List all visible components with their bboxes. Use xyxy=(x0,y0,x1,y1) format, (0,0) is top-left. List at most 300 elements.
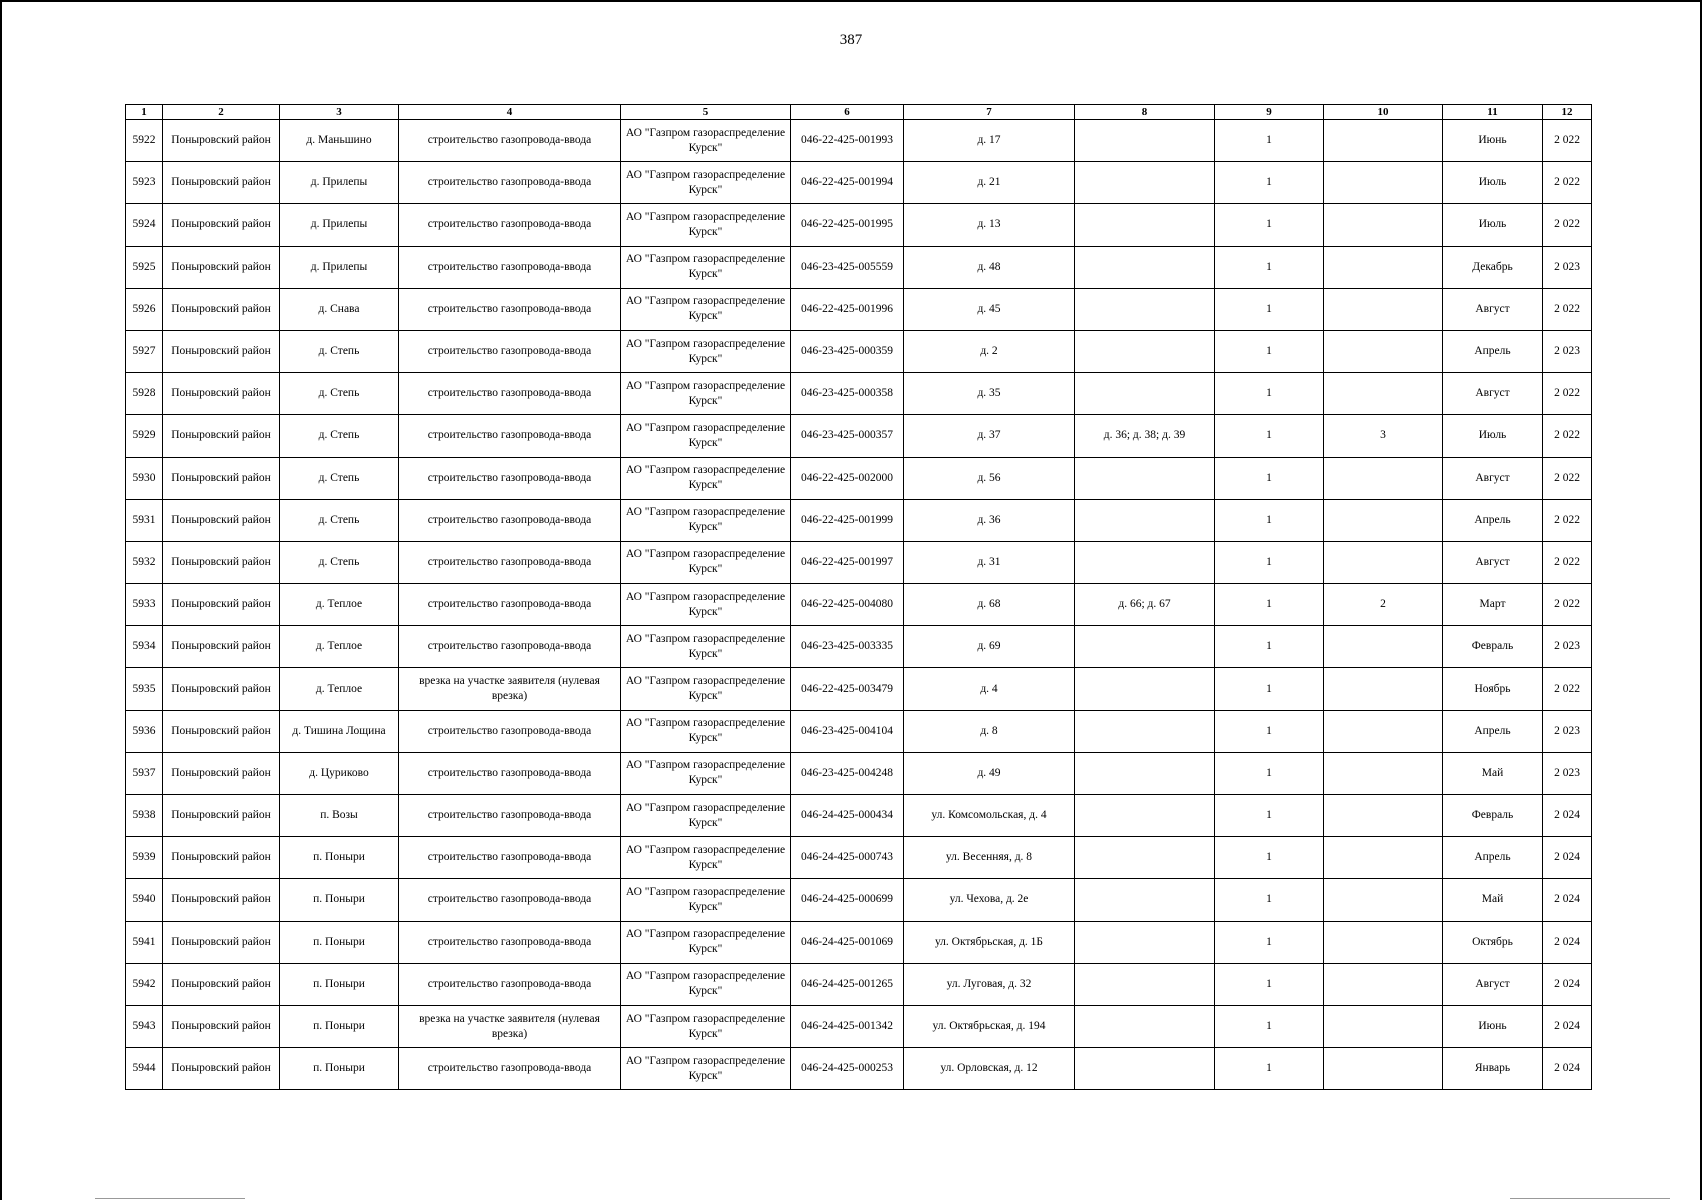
organization-cell: АО "Газпром газораспределение Курск" xyxy=(621,795,791,837)
district-cell: Поныровский район xyxy=(163,710,280,752)
row-number: 5929 xyxy=(126,415,163,457)
year-cell: 2 022 xyxy=(1543,120,1592,162)
row-number: 5936 xyxy=(126,710,163,752)
settlement-cell: п. Поныри xyxy=(280,1048,399,1090)
data-table xyxy=(125,104,1592,1090)
organization-cell: АО "Газпром газораспределение Курск" xyxy=(621,1005,791,1047)
month-cell: Август xyxy=(1443,288,1543,330)
table-row xyxy=(126,120,1592,162)
count-cell: 1 xyxy=(1215,795,1324,837)
table-row xyxy=(126,204,1592,246)
work-type-cell: строительство газопровода-ввода xyxy=(399,626,621,668)
table-row xyxy=(126,457,1592,499)
row-number: 5931 xyxy=(126,499,163,541)
table-row xyxy=(126,879,1592,921)
month-cell: Апрель xyxy=(1443,837,1543,879)
month-cell: Июнь xyxy=(1443,1005,1543,1047)
district-cell: Поныровский район xyxy=(163,541,280,583)
organization-cell: АО "Газпром газораспределение Курск" xyxy=(621,963,791,1005)
additional-addresses-cell xyxy=(1075,499,1215,541)
organization-cell: АО "Газпром газораспределение Курск" xyxy=(621,204,791,246)
organization-cell: АО "Газпром газораспределение Курск" xyxy=(621,499,791,541)
work-type-cell: строительство газопровода-ввода xyxy=(399,795,621,837)
address-cell: д. 4 xyxy=(904,668,1075,710)
additional-addresses-cell xyxy=(1075,120,1215,162)
organization-cell: АО "Газпром газораспределение Курск" xyxy=(621,584,791,626)
address-cell: д. 36 xyxy=(904,499,1075,541)
column-header-8: 8 xyxy=(1075,105,1215,120)
work-type-cell: строительство газопровода-ввода xyxy=(399,837,621,879)
year-cell: 2 022 xyxy=(1543,499,1592,541)
district-cell: Поныровский район xyxy=(163,963,280,1005)
year-cell: 2 022 xyxy=(1543,204,1592,246)
code-cell: 046-23-425-004248 xyxy=(791,752,904,794)
count2-cell xyxy=(1324,626,1443,668)
count-cell: 1 xyxy=(1215,541,1324,583)
count2-cell xyxy=(1324,795,1443,837)
row-number: 5922 xyxy=(126,120,163,162)
count-cell: 1 xyxy=(1215,1005,1324,1047)
work-type-cell: строительство газопровода-ввода xyxy=(399,499,621,541)
table-row xyxy=(126,626,1592,668)
count-cell: 1 xyxy=(1215,330,1324,372)
additional-addresses-cell xyxy=(1075,626,1215,668)
work-type-cell: строительство газопровода-ввода xyxy=(399,541,621,583)
organization-cell: АО "Газпром газораспределение Курск" xyxy=(621,1048,791,1090)
work-type-cell: строительство газопровода-ввода xyxy=(399,120,621,162)
month-cell: Февраль xyxy=(1443,795,1543,837)
settlement-cell: п. Поныри xyxy=(280,1005,399,1047)
count-cell: 1 xyxy=(1215,752,1324,794)
year-cell: 2 022 xyxy=(1543,162,1592,204)
count2-cell xyxy=(1324,1005,1443,1047)
year-cell: 2 024 xyxy=(1543,963,1592,1005)
work-type-cell: строительство газопровода-ввода xyxy=(399,710,621,752)
row-number: 5923 xyxy=(126,162,163,204)
count-cell: 1 xyxy=(1215,584,1324,626)
table-row xyxy=(126,837,1592,879)
row-number: 5944 xyxy=(126,1048,163,1090)
code-cell: 046-23-425-005559 xyxy=(791,246,904,288)
organization-cell: АО "Газпром газораспределение Курск" xyxy=(621,373,791,415)
work-type-cell: строительство газопровода-ввода xyxy=(399,373,621,415)
count-cell: 1 xyxy=(1215,204,1324,246)
work-type-cell: строительство газопровода-ввода xyxy=(399,921,621,963)
code-cell: 046-22-425-003479 xyxy=(791,668,904,710)
additional-addresses-cell: д. 36; д. 38; д. 39 xyxy=(1075,415,1215,457)
count2-cell xyxy=(1324,541,1443,583)
count2-cell xyxy=(1324,246,1443,288)
code-cell: 046-22-425-001994 xyxy=(791,162,904,204)
address-cell: д. 68 xyxy=(904,584,1075,626)
settlement-cell: д. Цуриково xyxy=(280,752,399,794)
address-cell: д. 35 xyxy=(904,373,1075,415)
address-cell: д. 69 xyxy=(904,626,1075,668)
row-number: 5934 xyxy=(126,626,163,668)
table-row xyxy=(126,1005,1592,1047)
month-cell: Май xyxy=(1443,879,1543,921)
additional-addresses-cell xyxy=(1075,373,1215,415)
year-cell: 2 024 xyxy=(1543,795,1592,837)
code-cell: 046-23-425-000359 xyxy=(791,330,904,372)
header-row xyxy=(126,105,1592,120)
work-type-cell: строительство газопровода-ввода xyxy=(399,584,621,626)
address-cell: ул. Октябрьская, д. 194 xyxy=(904,1005,1075,1047)
column-header-10: 10 xyxy=(1324,105,1443,120)
table-row xyxy=(126,752,1592,794)
row-number: 5927 xyxy=(126,330,163,372)
address-cell: ул. Луговая, д. 32 xyxy=(904,963,1075,1005)
work-type-cell: строительство газопровода-ввода xyxy=(399,330,621,372)
settlement-cell: д. Тишина Лощина xyxy=(280,710,399,752)
row-number: 5942 xyxy=(126,963,163,1005)
count-cell: 1 xyxy=(1215,162,1324,204)
settlement-cell: д. Степь xyxy=(280,499,399,541)
district-cell: Поныровский район xyxy=(163,120,280,162)
row-number: 5935 xyxy=(126,668,163,710)
district-cell: Поныровский район xyxy=(163,1005,280,1047)
row-number: 5924 xyxy=(126,204,163,246)
code-cell: 046-24-425-000253 xyxy=(791,1048,904,1090)
code-cell: 046-23-425-003335 xyxy=(791,626,904,668)
address-cell: ул. Чехова, д. 2е xyxy=(904,879,1075,921)
count2-cell xyxy=(1324,668,1443,710)
work-type-cell: врезка на участке заявителя (нулевая врезка) xyxy=(399,1005,621,1047)
month-cell: Октябрь xyxy=(1443,921,1543,963)
settlement-cell: п. Возы xyxy=(280,795,399,837)
count-cell: 1 xyxy=(1215,120,1324,162)
table-row xyxy=(126,162,1592,204)
year-cell: 2 023 xyxy=(1543,246,1592,288)
address-cell: д. 21 xyxy=(904,162,1075,204)
row-number: 5941 xyxy=(126,921,163,963)
row-number: 5933 xyxy=(126,584,163,626)
count-cell: 1 xyxy=(1215,837,1324,879)
code-cell: 046-22-425-001997 xyxy=(791,541,904,583)
count2-cell xyxy=(1324,499,1443,541)
settlement-cell: д. Теплое xyxy=(280,626,399,668)
count2-cell xyxy=(1324,330,1443,372)
district-cell: Поныровский район xyxy=(163,457,280,499)
month-cell: Апрель xyxy=(1443,499,1543,541)
district-cell: Поныровский район xyxy=(163,246,280,288)
row-number: 5938 xyxy=(126,795,163,837)
row-number: 5932 xyxy=(126,541,163,583)
row-number: 5939 xyxy=(126,837,163,879)
count2-cell xyxy=(1324,120,1443,162)
district-cell: Поныровский район xyxy=(163,668,280,710)
table-body xyxy=(126,120,1592,1090)
work-type-cell: строительство газопровода-ввода xyxy=(399,752,621,794)
count-cell: 1 xyxy=(1215,963,1324,1005)
count2-cell xyxy=(1324,162,1443,204)
column-header-11: 11 xyxy=(1443,105,1543,120)
table-row xyxy=(126,584,1592,626)
additional-addresses-cell xyxy=(1075,457,1215,499)
district-cell: Поныровский район xyxy=(163,879,280,921)
code-cell: 046-22-425-001999 xyxy=(791,499,904,541)
code-cell: 046-22-425-004080 xyxy=(791,584,904,626)
organization-cell: АО "Газпром газораспределение Курск" xyxy=(621,162,791,204)
column-header-1: 1 xyxy=(126,105,163,120)
work-type-cell: строительство газопровода-ввода xyxy=(399,963,621,1005)
count2-cell xyxy=(1324,921,1443,963)
table-row xyxy=(126,795,1592,837)
row-number: 5940 xyxy=(126,879,163,921)
row-number: 5928 xyxy=(126,373,163,415)
district-cell: Поныровский район xyxy=(163,415,280,457)
address-cell: д. 2 xyxy=(904,330,1075,372)
count-cell: 1 xyxy=(1215,415,1324,457)
code-cell: 046-22-425-001995 xyxy=(791,204,904,246)
count2-cell xyxy=(1324,710,1443,752)
month-cell: Июль xyxy=(1443,162,1543,204)
work-type-cell: врезка на участке заявителя (нулевая врезка) xyxy=(399,668,621,710)
count-cell: 1 xyxy=(1215,499,1324,541)
code-cell: 046-24-425-001265 xyxy=(791,963,904,1005)
work-type-cell: строительство газопровода-ввода xyxy=(399,246,621,288)
month-cell: Март xyxy=(1443,584,1543,626)
count-cell: 1 xyxy=(1215,288,1324,330)
count2-cell xyxy=(1324,752,1443,794)
settlement-cell: п. Поныри xyxy=(280,921,399,963)
month-cell: Август xyxy=(1443,457,1543,499)
table-row xyxy=(126,541,1592,583)
organization-cell: АО "Газпром газораспределение Курск" xyxy=(621,541,791,583)
year-cell: 2 023 xyxy=(1543,710,1592,752)
address-cell: д. 56 xyxy=(904,457,1075,499)
table-row xyxy=(126,246,1592,288)
month-cell: Август xyxy=(1443,373,1543,415)
year-cell: 2 022 xyxy=(1543,541,1592,583)
organization-cell: АО "Газпром газораспределение Курск" xyxy=(621,120,791,162)
district-cell: Поныровский район xyxy=(163,837,280,879)
column-header-9: 9 xyxy=(1215,105,1324,120)
month-cell: Август xyxy=(1443,541,1543,583)
code-cell: 046-24-425-000434 xyxy=(791,795,904,837)
month-cell: Июль xyxy=(1443,204,1543,246)
district-cell: Поныровский район xyxy=(163,921,280,963)
work-type-cell: строительство газопровода-ввода xyxy=(399,415,621,457)
district-cell: Поныровский район xyxy=(163,795,280,837)
organization-cell: АО "Газпром газораспределение Курск" xyxy=(621,288,791,330)
month-cell: Июнь xyxy=(1443,120,1543,162)
row-number: 5943 xyxy=(126,1005,163,1047)
organization-cell: АО "Газпром газораспределение Курск" xyxy=(621,710,791,752)
code-cell: 046-23-425-004104 xyxy=(791,710,904,752)
settlement-cell: д. Прилепы xyxy=(280,162,399,204)
additional-addresses-cell xyxy=(1075,837,1215,879)
additional-addresses-cell: д. 66; д. 67 xyxy=(1075,584,1215,626)
additional-addresses-cell xyxy=(1075,1048,1215,1090)
month-cell: Ноябрь xyxy=(1443,668,1543,710)
year-cell: 2 023 xyxy=(1543,330,1592,372)
count2-cell: 2 xyxy=(1324,584,1443,626)
code-cell: 046-24-425-000699 xyxy=(791,879,904,921)
year-cell: 2 022 xyxy=(1543,415,1592,457)
year-cell: 2 024 xyxy=(1543,879,1592,921)
year-cell: 2 023 xyxy=(1543,752,1592,794)
work-type-cell: строительство газопровода-ввода xyxy=(399,288,621,330)
row-number: 5925 xyxy=(126,246,163,288)
settlement-cell: д. Теплое xyxy=(280,668,399,710)
code-cell: 046-23-425-000357 xyxy=(791,415,904,457)
count2-cell xyxy=(1324,879,1443,921)
code-cell: 046-22-425-001996 xyxy=(791,288,904,330)
additional-addresses-cell xyxy=(1075,246,1215,288)
row-number: 5937 xyxy=(126,752,163,794)
address-cell: д. 48 xyxy=(904,246,1075,288)
count-cell: 1 xyxy=(1215,710,1324,752)
table-row xyxy=(126,499,1592,541)
address-cell: д. 8 xyxy=(904,710,1075,752)
table-row xyxy=(126,330,1592,372)
additional-addresses-cell xyxy=(1075,541,1215,583)
row-number: 5926 xyxy=(126,288,163,330)
count-cell: 1 xyxy=(1215,626,1324,668)
year-cell: 2 024 xyxy=(1543,1005,1592,1047)
year-cell: 2 022 xyxy=(1543,457,1592,499)
count2-cell: 3 xyxy=(1324,415,1443,457)
month-cell: Апрель xyxy=(1443,710,1543,752)
district-cell: Поныровский район xyxy=(163,162,280,204)
work-type-cell: строительство газопровода-ввода xyxy=(399,1048,621,1090)
bottom-scan-line-right xyxy=(1510,1198,1670,1199)
district-cell: Поныровский район xyxy=(163,330,280,372)
address-cell: ул. Орловская, д. 12 xyxy=(904,1048,1075,1090)
year-cell: 2 024 xyxy=(1543,837,1592,879)
work-type-cell: строительство газопровода-ввода xyxy=(399,204,621,246)
table-row xyxy=(126,373,1592,415)
additional-addresses-cell xyxy=(1075,879,1215,921)
organization-cell: АО "Газпром газораспределение Курск" xyxy=(621,330,791,372)
year-cell: 2 022 xyxy=(1543,373,1592,415)
year-cell: 2 022 xyxy=(1543,288,1592,330)
organization-cell: АО "Газпром газораспределение Курск" xyxy=(621,457,791,499)
settlement-cell: д. Прилепы xyxy=(280,246,399,288)
additional-addresses-cell xyxy=(1075,330,1215,372)
code-cell: 046-24-425-000743 xyxy=(791,837,904,879)
year-cell: 2 022 xyxy=(1543,584,1592,626)
organization-cell: АО "Газпром газораспределение Курск" xyxy=(621,626,791,668)
organization-cell: АО "Газпром газораспределение Курск" xyxy=(621,921,791,963)
address-cell: д. 49 xyxy=(904,752,1075,794)
additional-addresses-cell xyxy=(1075,1005,1215,1047)
month-cell: Декабрь xyxy=(1443,246,1543,288)
district-cell: Поныровский район xyxy=(163,204,280,246)
settlement-cell: д. Маньшино xyxy=(280,120,399,162)
additional-addresses-cell xyxy=(1075,204,1215,246)
month-cell: Февраль xyxy=(1443,626,1543,668)
month-cell: Август xyxy=(1443,963,1543,1005)
additional-addresses-cell xyxy=(1075,162,1215,204)
district-cell: Поныровский район xyxy=(163,373,280,415)
table-row xyxy=(126,710,1592,752)
column-header-5: 5 xyxy=(621,105,791,120)
code-cell: 046-22-425-002000 xyxy=(791,457,904,499)
address-cell: ул. Октябрьская, д. 1Б xyxy=(904,921,1075,963)
bottom-scan-line-left xyxy=(95,1198,245,1199)
organization-cell: АО "Газпром газораспределение Курск" xyxy=(621,668,791,710)
organization-cell: АО "Газпром газораспределение Курск" xyxy=(621,879,791,921)
organization-cell: АО "Газпром газораспределение Курск" xyxy=(621,415,791,457)
district-cell: Поныровский район xyxy=(163,499,280,541)
table-row xyxy=(126,921,1592,963)
count2-cell xyxy=(1324,457,1443,499)
settlement-cell: д. Степь xyxy=(280,373,399,415)
count-cell: 1 xyxy=(1215,457,1324,499)
table-row xyxy=(126,415,1592,457)
code-cell: 046-24-425-001069 xyxy=(791,921,904,963)
count-cell: 1 xyxy=(1215,668,1324,710)
count-cell: 1 xyxy=(1215,921,1324,963)
additional-addresses-cell xyxy=(1075,752,1215,794)
settlement-cell: д. Прилепы xyxy=(280,204,399,246)
additional-addresses-cell xyxy=(1075,288,1215,330)
district-cell: Поныровский район xyxy=(163,288,280,330)
table-row xyxy=(126,668,1592,710)
year-cell: 2 024 xyxy=(1543,921,1592,963)
table-row xyxy=(126,963,1592,1005)
additional-addresses-cell xyxy=(1075,668,1215,710)
address-cell: д. 45 xyxy=(904,288,1075,330)
count-cell: 1 xyxy=(1215,373,1324,415)
row-number: 5930 xyxy=(126,457,163,499)
additional-addresses-cell xyxy=(1075,921,1215,963)
month-cell: Май xyxy=(1443,752,1543,794)
district-cell: Поныровский район xyxy=(163,626,280,668)
code-cell: 046-23-425-000358 xyxy=(791,373,904,415)
district-cell: Поныровский район xyxy=(163,1048,280,1090)
column-header-7: 7 xyxy=(904,105,1075,120)
settlement-cell: д. Теплое xyxy=(280,584,399,626)
additional-addresses-cell xyxy=(1075,963,1215,1005)
table-row xyxy=(126,1048,1592,1090)
left-edge-line xyxy=(0,0,2,1200)
count2-cell xyxy=(1324,1048,1443,1090)
district-cell: Поныровский район xyxy=(163,752,280,794)
work-type-cell: строительство газопровода-ввода xyxy=(399,162,621,204)
year-cell: 2 023 xyxy=(1543,626,1592,668)
column-header-2: 2 xyxy=(163,105,280,120)
year-cell: 2 024 xyxy=(1543,1048,1592,1090)
count2-cell xyxy=(1324,373,1443,415)
settlement-cell: д. Степь xyxy=(280,457,399,499)
year-cell: 2 022 xyxy=(1543,668,1592,710)
count-cell: 1 xyxy=(1215,879,1324,921)
count2-cell xyxy=(1324,288,1443,330)
settlement-cell: п. Поныри xyxy=(280,963,399,1005)
count-cell: 1 xyxy=(1215,246,1324,288)
address-cell: ул. Комсомольская, д. 4 xyxy=(904,795,1075,837)
column-header-6: 6 xyxy=(791,105,904,120)
count2-cell xyxy=(1324,204,1443,246)
district-cell: Поныровский район xyxy=(163,584,280,626)
settlement-cell: п. Поныри xyxy=(280,837,399,879)
additional-addresses-cell xyxy=(1075,795,1215,837)
month-cell: Апрель xyxy=(1443,330,1543,372)
code-cell: 046-24-425-001342 xyxy=(791,1005,904,1047)
address-cell: д. 37 xyxy=(904,415,1075,457)
column-header-12: 12 xyxy=(1543,105,1592,120)
organization-cell: АО "Газпром газораспределение Курск" xyxy=(621,837,791,879)
column-header-3: 3 xyxy=(280,105,399,120)
page-number: 387 xyxy=(839,32,863,48)
address-cell: ул. Весенняя, д. 8 xyxy=(904,837,1075,879)
month-cell: Январь xyxy=(1443,1048,1543,1090)
settlement-cell: д. Степь xyxy=(280,541,399,583)
count-cell: 1 xyxy=(1215,1048,1324,1090)
